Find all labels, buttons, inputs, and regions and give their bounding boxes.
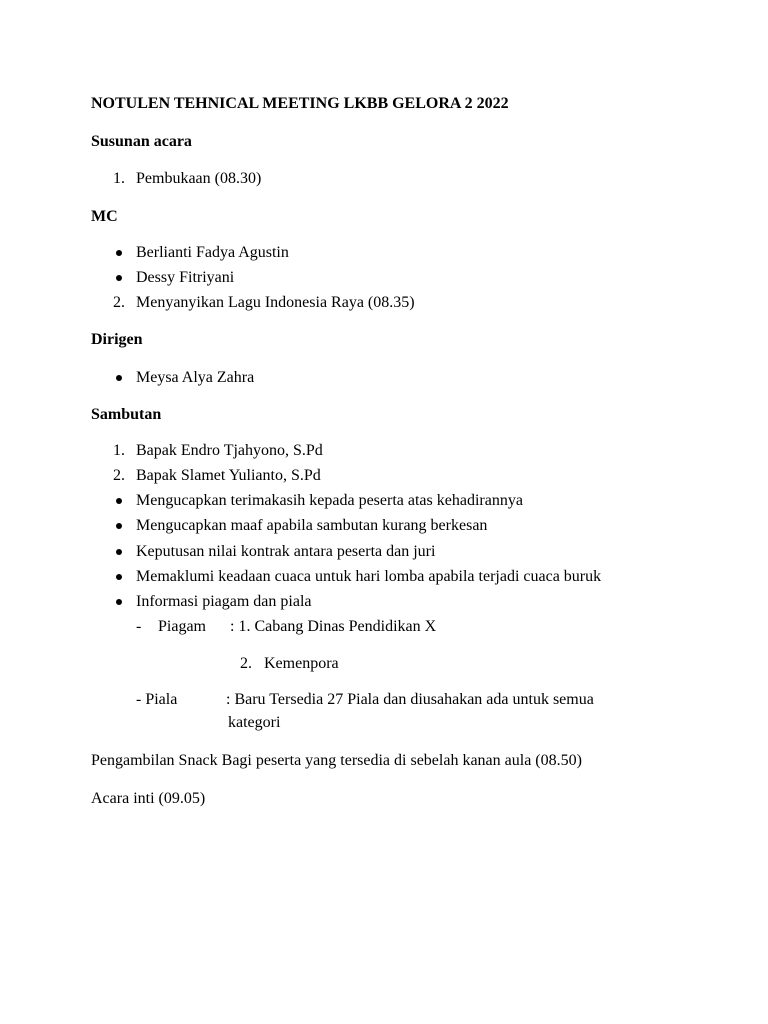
piagam-item-1: : 1. Cabang Dinas Pendidikan X [230, 618, 437, 635]
list-number: 2. [113, 467, 125, 484]
list-item-text: Meysa Alya Zahra [136, 369, 255, 386]
piala-label: - Piala [136, 691, 178, 708]
piagam-item-2: Kemenpora [264, 655, 339, 672]
heading-dirigen: Dirigen [91, 331, 143, 348]
bullet-icon [116, 250, 122, 256]
piagam-dash: - [136, 618, 142, 635]
heading-sambutan: Sambutan [91, 406, 162, 423]
list-number: 2. [113, 294, 125, 311]
piala-text-line-2: kategori [228, 714, 281, 731]
list-item-text: Memaklumi keadaan cuaca untuk hari lomba apabila terjadi cuaca buruk [136, 568, 602, 585]
list-item-text: Pembukaan (08.30) [136, 170, 262, 187]
list-number: 1. [113, 442, 125, 459]
bullet-icon [116, 275, 122, 281]
bullet-icon [116, 498, 122, 504]
list-number: 1. [113, 170, 125, 187]
bullet-icon [116, 599, 122, 605]
document-title: NOTULEN TEHNICAL MEETING LKBB GELORA 2 2022 [91, 95, 509, 112]
heading-susunan-acara: Susunan acara [91, 133, 192, 150]
list-number: 2. [240, 655, 252, 672]
piagam-label: Piagam [158, 618, 206, 635]
paragraph-acara-inti: Acara inti (09.05) [91, 790, 206, 807]
list-item-text: Dessy Fitriyani [136, 269, 235, 286]
list-item-text: Mengucapkan maaf apabila sambutan kurang berkesan [136, 517, 488, 534]
bullet-icon [116, 523, 122, 529]
bullet-icon [116, 549, 122, 555]
heading-mc: MC [91, 208, 118, 225]
piala-text-line-1: : Baru Tersedia 27 Piala dan diusahakan ada untuk semua [226, 691, 594, 708]
paragraph-snack: Pengambilan Snack Bagi peserta yang tersedia di sebelah kanan aula (08.50) [91, 752, 582, 769]
list-item-text: Informasi piagam dan piala [136, 593, 312, 610]
bullet-icon [116, 574, 122, 580]
list-item-text: Mengucapkan terimakasih kepada peserta atas kehadirannya [136, 492, 523, 509]
list-item-text: Bapak Slamet Yulianto, S.Pd [136, 467, 321, 484]
bullet-icon [116, 375, 122, 381]
list-item-text: Bapak Endro Tjahyono, S.Pd [136, 442, 323, 459]
list-item-text: Keputusan nilai kontrak antara peserta dan juri [136, 543, 436, 560]
list-item-text: Berlianti Fadya Agustin [136, 244, 289, 261]
list-item-text: Menyanyikan Lagu Indonesia Raya (08.35) [136, 294, 415, 311]
